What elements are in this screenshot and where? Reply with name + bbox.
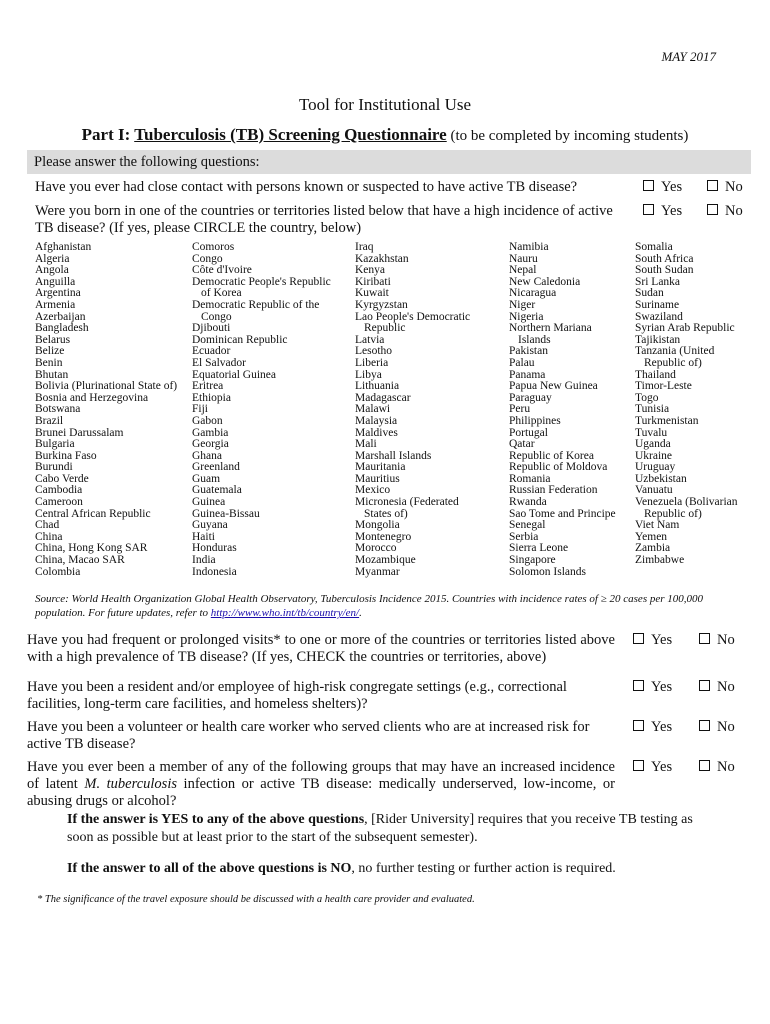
country-item: Central African Republic (35, 507, 151, 520)
checkbox-icon (707, 180, 718, 191)
country-item: Gambia (192, 426, 229, 439)
country-item: Liberia (355, 356, 389, 369)
country-item: Ghana (192, 449, 223, 462)
country-item: Timor-Leste (635, 380, 692, 393)
country-item: Lao People's Democratic (355, 310, 471, 323)
checkbox-icon (633, 760, 644, 771)
question-1-yes[interactable]: Yes (643, 179, 682, 196)
source-note: Source: World Health Organization Global Health Observatory, Tuberculosis Incidence 2015. Countries with incidence rates of ≥ 20 cases per 100,000 population. For future updates, refer to http://www.who.int/tb/country/en/. (35, 593, 704, 619)
country-item: Myanmar (355, 565, 400, 578)
country-item: Sierra Leone (509, 542, 569, 555)
country-item: Kyrgyzstan (355, 298, 408, 311)
country-item: Chad (35, 519, 60, 532)
country-item: Vanuatu (635, 484, 673, 497)
country-item: China (35, 530, 63, 543)
country-item: Cambodia (35, 484, 83, 497)
country-item: Ethiopia (192, 391, 231, 404)
country-item: Bosnia and Herzegovina (35, 391, 149, 404)
country-item: Republic of) (644, 356, 702, 369)
country-item: Uruguay (635, 461, 676, 474)
country-item: Mauritius (355, 472, 400, 485)
country-item: Colombia (35, 565, 81, 578)
country-item: Mexico (355, 484, 391, 497)
checkbox-icon (633, 720, 644, 731)
country-item: Djibouti (192, 322, 231, 335)
country-item: Kenya (355, 264, 386, 277)
country-item: Eritrea (192, 380, 224, 393)
country-item: Greenland (192, 461, 240, 474)
country-item: Bangladesh (35, 322, 89, 335)
country-item: of Korea (201, 287, 242, 300)
country-item: Ecuador (192, 345, 231, 358)
country-item: Pakistan (509, 345, 548, 358)
country-item: Lithuania (355, 380, 400, 393)
country-item: Guinea (192, 496, 226, 509)
country-column-2 (192, 242, 331, 578)
country-item: Indonesia (192, 565, 237, 578)
country-item: Uzbekistan (635, 472, 687, 485)
question-2: Were you born in one of the countries or territories listed below that have a high incidence of active TB disease? (If yes, please CIRCLE the country, below) (35, 203, 613, 236)
question-4: Have you been a resident and/or employee of high-risk congregate settings (e.g., correctional facilities, long-term care facilities, and homeless shelters)? (27, 679, 567, 712)
country-item: Syrian Arab Republic (635, 322, 735, 335)
country-item: Guyana (192, 519, 228, 532)
checkbox-icon (699, 760, 710, 771)
question-3: Have you had frequent or prolonged visits* to one or more of the countries or territories listed above with a high prevalence of TB disease? (If yes, CHECK the countries or territories, above) (27, 632, 615, 665)
document-date: MAY 2017 (661, 49, 716, 64)
checkbox-icon (699, 633, 710, 644)
country-item: Iraq (355, 241, 374, 253)
country-item: Republic of Korea (509, 449, 594, 462)
part-label: Part I: (81, 125, 135, 144)
country-item: Benin (35, 356, 63, 369)
country-item: Guam (192, 472, 221, 485)
country-item: Namibia (509, 241, 549, 253)
country-item: Tanzania (United (635, 345, 715, 358)
country-item: Northern Mariana (509, 322, 592, 335)
country-item: Philippines (509, 414, 561, 427)
country-item: Anguilla (35, 275, 76, 288)
country-item: Republic (364, 322, 406, 335)
country-item: Yemen (635, 530, 668, 543)
country-item: Republic of) (644, 507, 702, 520)
country-item: India (192, 554, 216, 567)
country-item: Bolivia (Plurinational State of) (35, 380, 178, 393)
country-item: China, Macao SAR (35, 554, 125, 567)
country-item: Niger (509, 298, 536, 311)
question-4-no[interactable]: No (699, 679, 735, 696)
question-5: Have you been a volunteer or health care worker who served clients who are at increased risk for active TB disease? (27, 719, 590, 752)
country-item: Mongolia (355, 519, 400, 532)
country-item: Bulgaria (35, 438, 75, 451)
country-item: Panama (509, 368, 546, 381)
question-6: Have you ever been a member of any of the following groups that may have an increased incidence of latent M. tuberculosis infection or active TB disease: medically underserved, low-income, or abusing drugs or alcohol? (27, 759, 615, 809)
country-item: El Salvador (192, 356, 246, 369)
checkbox-icon (643, 180, 654, 191)
country-item: Islands (518, 333, 551, 346)
country-item: Nauru (509, 252, 538, 265)
country-item: Bhutan (35, 368, 69, 381)
country-item: Sao Tome and Principe (509, 507, 616, 520)
country-item: Peru (509, 403, 531, 416)
country-item: Solomon Islands (509, 565, 586, 578)
country-item: Honduras (192, 542, 237, 555)
country-column-4 (509, 242, 616, 578)
question-6-no[interactable]: No (699, 759, 735, 776)
country-item: Zambia (635, 542, 671, 555)
country-item: Romania (509, 472, 551, 485)
question-3-yes[interactable]: Yes (633, 632, 672, 649)
country-item: Mauritania (355, 461, 406, 474)
country-item: Comoros (192, 241, 235, 253)
country-item: Belize (35, 345, 65, 358)
country-item: Qatar (509, 438, 535, 451)
country-item: Cabo Verde (35, 472, 89, 485)
country-item: Republic of Moldova (509, 461, 608, 474)
country-item: Lesotho (355, 345, 393, 358)
country-item: Morocco (355, 542, 397, 555)
country-item: Gabon (192, 414, 223, 427)
country-item: Malaysia (355, 414, 398, 427)
country-item: Côte d'Ivoire (192, 264, 252, 277)
question-5-yes[interactable]: Yes (633, 719, 672, 736)
country-item: Madagascar (355, 391, 411, 404)
country-column-3 (355, 242, 470, 578)
country-item: Guinea-Bissau (192, 507, 260, 520)
question-1: Have you ever had close contact with persons known or suspected to have active TB disease? (35, 179, 578, 195)
checkbox-icon (699, 720, 710, 731)
country-item: Swaziland (635, 310, 683, 323)
country-item: Sri Lanka (635, 275, 681, 288)
document-title: Tool for Institutional Use (298, 95, 472, 114)
part-heading (0, 125, 770, 145)
country-item: Botswana (35, 403, 81, 416)
country-item: Venezuela (Bolivarian (635, 496, 738, 509)
country-item: Maldives (355, 426, 398, 439)
checkbox-icon (699, 680, 710, 691)
country-item: Papua New Guinea (509, 380, 598, 393)
country-item: Somalia (635, 241, 673, 253)
country-item: States of) (364, 507, 408, 520)
country-item: Brazil (35, 414, 64, 427)
country-item: Congo (192, 252, 223, 265)
country-item: Nicaragua (509, 287, 557, 300)
country-item: South Africa (635, 252, 694, 265)
country-item: Zimbabwe (635, 554, 685, 567)
country-item: Fiji (192, 403, 208, 416)
country-item: Belarus (35, 333, 71, 346)
country-item: Uganda (635, 438, 671, 451)
country-item: Senegal (509, 519, 546, 532)
country-item: Guatemala (192, 484, 242, 497)
condition-no: If the answer to all of the above questions is NO, no further testing or further action is required. (67, 861, 616, 876)
country-item: Azerbaijan (35, 310, 86, 323)
country-item: South Sudan (635, 264, 694, 277)
question-2-no[interactable]: No (707, 203, 743, 220)
country-item: Kiribati (355, 275, 391, 288)
country-item: Suriname (635, 298, 680, 311)
country-item: Democratic People's Republic (192, 275, 331, 288)
country-column-1 (35, 242, 177, 578)
part-title: Tuberculosis (TB) Screening Questionnaire (134, 125, 447, 144)
country-item: Nepal (509, 264, 537, 277)
country-item: Angola (35, 264, 69, 277)
country-item: Burundi (35, 461, 73, 474)
country-column-5 (635, 242, 738, 567)
country-item: Portugal (509, 426, 548, 439)
country-item: Armenia (35, 298, 76, 311)
country-item: Libya (355, 368, 382, 381)
country-item: Paraguay (509, 391, 552, 404)
country-item: Cameroon (35, 496, 83, 509)
checkbox-icon (643, 204, 654, 215)
country-item: Micronesia (Federated (355, 496, 459, 509)
country-item: Mozambique (355, 554, 416, 567)
country-item: Turkmenistan (635, 414, 699, 427)
country-item: Serbia (509, 530, 539, 543)
country-item: Congo (201, 310, 232, 323)
country-item: Kuwait (355, 287, 389, 300)
part-note: (to be completed by incoming students) (446, 128, 689, 144)
condition-yes: If the answer is YES to any of the above questions, [Rider University] requires that you receive TB testing as soon as possible but at least prior to the start of the subsequent semester). (67, 812, 693, 845)
country-item: Mali (355, 438, 377, 451)
country-item: Democratic Republic of the (192, 298, 320, 311)
question-5-no[interactable]: No (699, 719, 735, 736)
country-item: Marshall Islands (355, 449, 432, 462)
checkbox-icon (707, 204, 718, 215)
country-item: Nigeria (509, 310, 544, 323)
country-item: China, Hong Kong SAR (35, 542, 148, 555)
country-item: Viet Nam (635, 519, 680, 532)
country-item: Argentina (35, 287, 81, 300)
question-6-yes[interactable]: Yes (633, 759, 672, 776)
country-item: Singapore (509, 554, 556, 567)
country-item: Sudan (635, 287, 664, 300)
question-4-yes[interactable]: Yes (633, 679, 672, 696)
country-item: Tajikistan (635, 333, 681, 346)
country-item: Thailand (635, 368, 676, 381)
checkbox-icon (633, 680, 644, 691)
country-item: Georgia (192, 438, 229, 451)
question-1-no[interactable]: No (707, 179, 743, 196)
country-item: Burkina Faso (35, 449, 97, 462)
country-item: Rwanda (509, 496, 547, 509)
country-item: Kazakhstan (355, 252, 409, 265)
country-item: Malawi (355, 403, 391, 416)
country-item: Tunisia (635, 403, 670, 416)
country-item: Russian Federation (509, 484, 598, 497)
footnote: * The significance of the travel exposure should be discussed with a health care provider and evaluated. (37, 894, 475, 905)
instruction-bar: Please answer the following questions: (27, 150, 751, 174)
country-item: Tuvalu (635, 426, 668, 439)
question-2-yes[interactable]: Yes (643, 203, 682, 220)
who-link[interactable]: http://www.who.int/tb/country/en/ (210, 607, 360, 619)
country-item: Ukraine (635, 449, 673, 462)
country-item: Afghanistan (35, 241, 92, 253)
country-item: New Caledonia (509, 275, 581, 288)
country-item: Dominican Republic (192, 333, 288, 346)
country-item: Haiti (192, 530, 215, 543)
country-item: Equatorial Guinea (192, 368, 276, 381)
country-item: Latvia (355, 333, 385, 346)
country-item: Brunei Darussalam (35, 426, 124, 439)
question-3-no[interactable]: No (699, 632, 735, 649)
country-item: Montenegro (355, 530, 412, 543)
country-item: Palau (509, 356, 535, 369)
country-item: Algeria (35, 252, 70, 265)
country-item: Togo (635, 391, 659, 404)
checkbox-icon (633, 633, 644, 644)
